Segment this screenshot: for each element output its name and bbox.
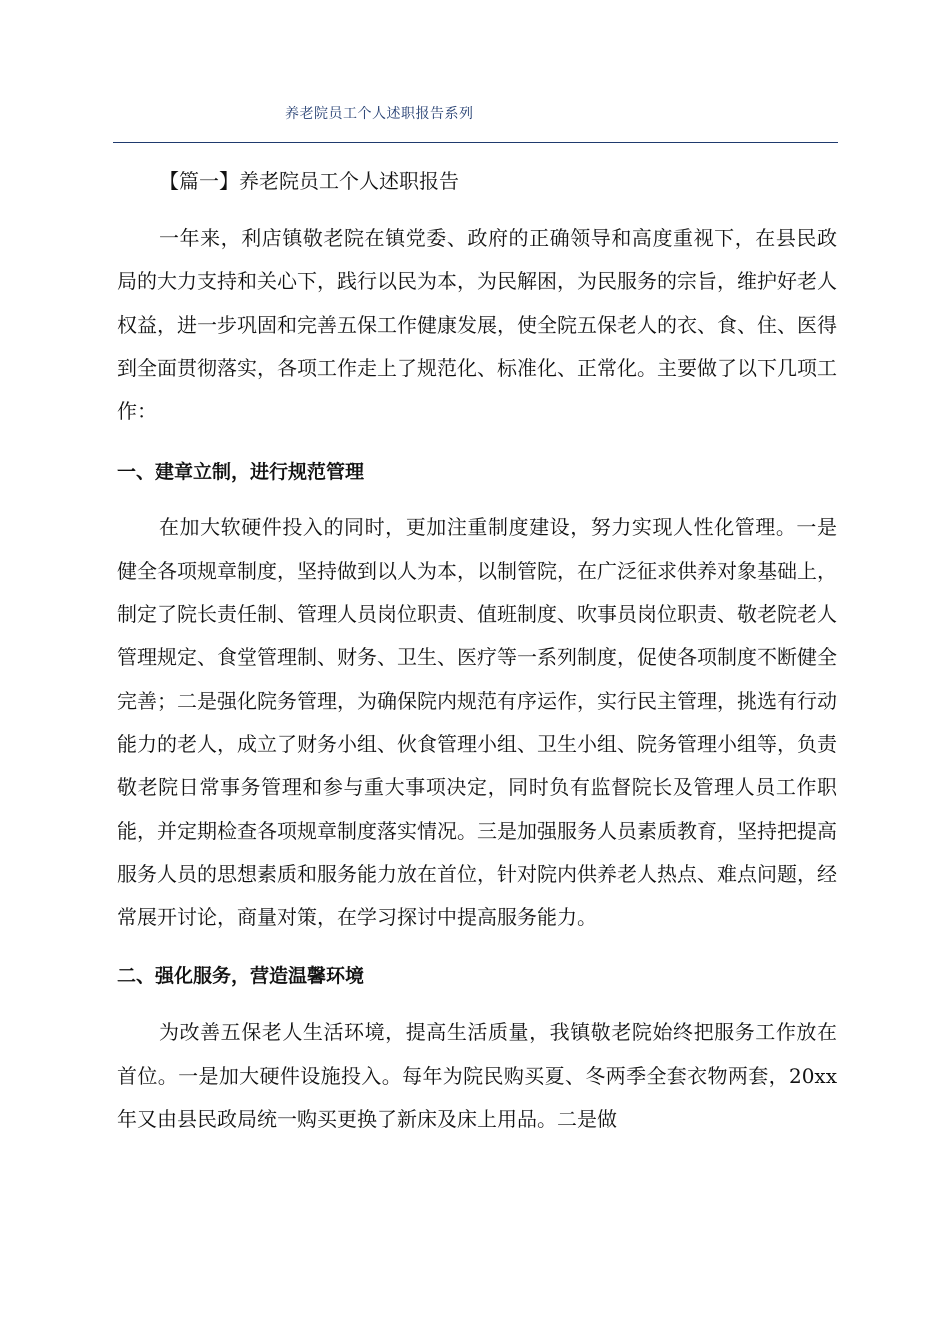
intro-paragraph: 一年来，利店镇敬老院在镇党委、政府的正确领导和高度重视下，在县民政局的大力支持和关心下，践行以民为本，为民解困，为民服务的宗旨，维护好老人权益，进一步巩固和完善五保工作健康发展，使全院五保老人的衣、食、住、医得到全面贯彻落实，各项工作走上了规范化、标准化、正常化。主要做了以下几项工作：: [117, 226, 837, 424]
section-heading-1: 一、建章立制，进行规范管理: [117, 461, 365, 484]
document-title: 【篇一】养老院员工个人述职报告: [159, 169, 459, 193]
header-divider: [113, 142, 838, 143]
section-heading-2: 二、强化服务，营造温馨环境: [117, 965, 365, 988]
section-2-paragraph: 为改善五保老人生活环境，提高生活质量，我镇敬老院始终把服务工作放在首位。一是加大硬件设施投入。每年为院民购买夏、冬两季全套衣物两套，20xx 年又由县民政局统一购买更换了新床及床上用品。二是做: [117, 1020, 837, 1132]
running-header: 养老院员工个人述职报告系列: [285, 106, 474, 122]
document-body: [117, 160, 837, 1141]
section-1-paragraph: 在加大软硬件投入的同时，更加注重制度建设，努力实现人性化管理。一是健全各项规章制度，坚持做到以人为本，以制管院，在广泛征求供养对象基础上，制定了院长责任制、管理人员岗位职责、值班制度、吹事员岗位职责、敬老院老人管理规定、食堂管理制、财务、卫生、医疗等一系列制度，促使各项制度不断健全完善；二是强化院务管理，为确保院内规范有序运作，实行民主管理，挑选有行动能力的老人，成立了财务小组、伙食管理小组、卫生小组、院务管理小组等，负责敬老院日常事务管理和参与重大事项决定，同时负有监督院长及管理人员工作职能，并定期检查各项规章制度落实情况。三是加强服务人员素质教育，坚持把提高服务人员的思想素质和服务能力放在首位，针对院内供养老人热点、难点问题，经常展开讨论，商量对策，在学习探讨中提高服务能力。: [117, 515, 837, 930]
